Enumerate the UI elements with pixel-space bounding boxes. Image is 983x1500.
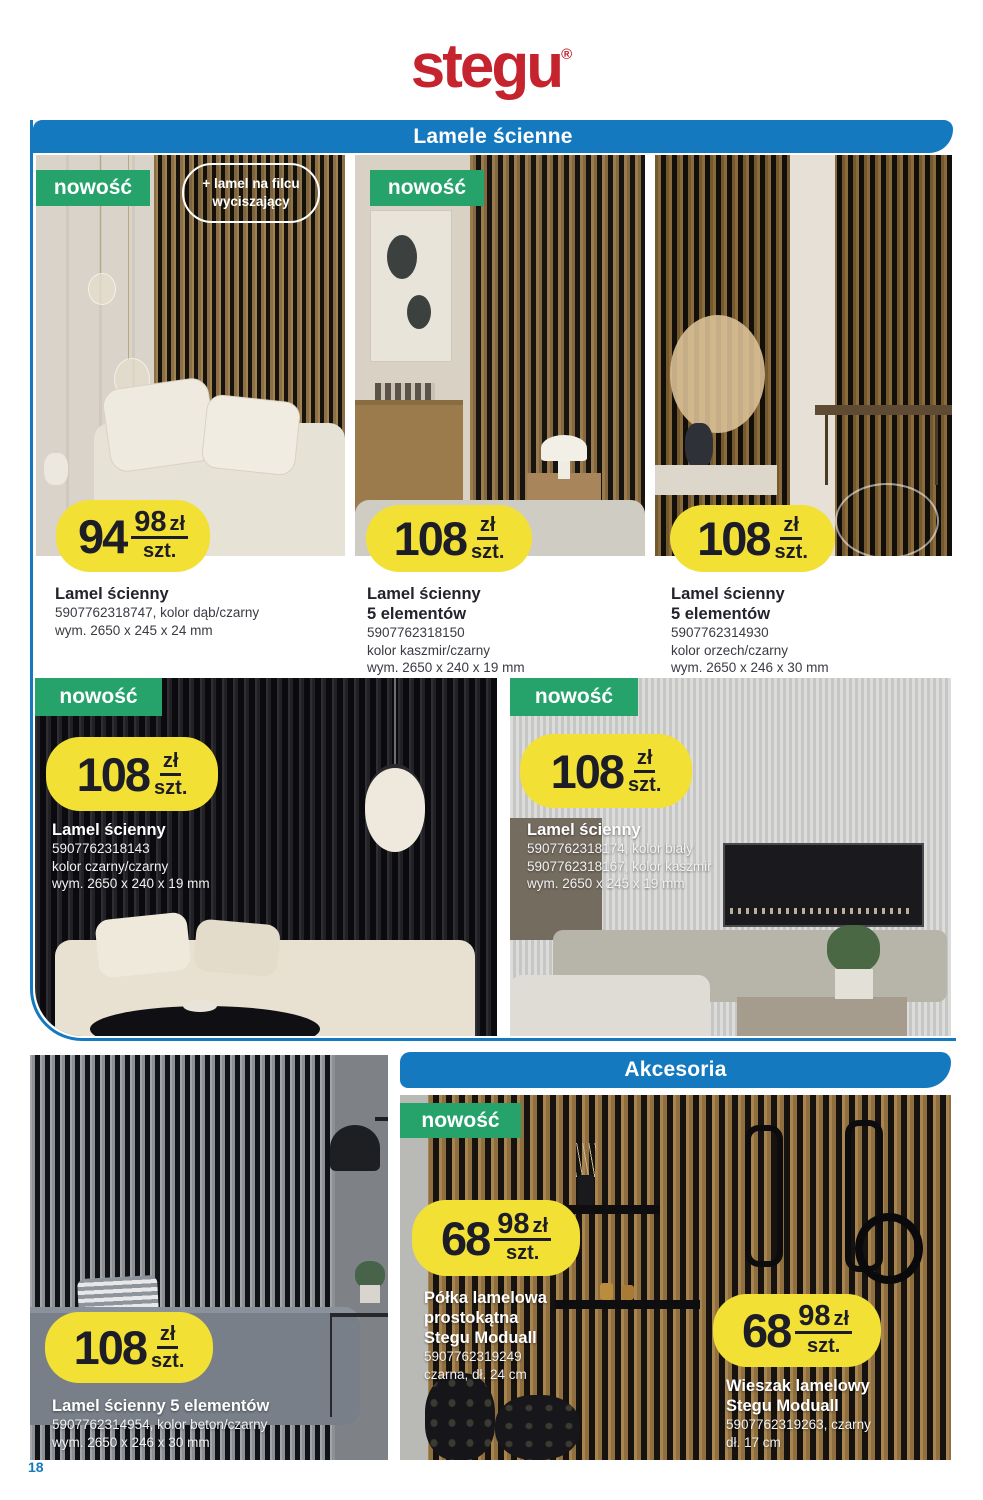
product-info <box>726 1376 936 1451</box>
product-detail: 5907762318150 <box>367 625 465 640</box>
price-currency: zł <box>169 513 186 536</box>
console-leg <box>935 415 938 485</box>
product-detail: 5907762318174, kolor biały <box>527 841 693 856</box>
price-currency: zł <box>162 749 179 772</box>
product-title: Lamel ścienny <box>52 821 166 839</box>
bench <box>655 465 777 495</box>
price-fraction <box>471 515 504 562</box>
new-badge: nowość <box>35 678 162 716</box>
product-detail: 5907762319263, czarny <box>726 1417 871 1432</box>
price-decimals: 98 <box>134 505 167 538</box>
headphones <box>855 1213 923 1284</box>
product-info <box>527 820 812 893</box>
product-info <box>55 584 340 639</box>
floor-cushion <box>510 975 710 1036</box>
price-tag <box>520 734 692 808</box>
price-fraction <box>151 1324 184 1371</box>
product-title: Lamel ścienny <box>527 821 641 839</box>
product-detail: wym. 2650 x 246 x 30 mm <box>52 1434 210 1450</box>
product-detail: wym. 2650 x 245 x 24 mm <box>55 622 213 638</box>
vase <box>685 423 713 469</box>
page-number: 18 <box>28 1459 44 1475</box>
product-title: Lamel ścienny <box>55 585 169 603</box>
product-title: Wieszak lamelowy <box>726 1377 870 1395</box>
glass-side-table <box>835 483 939 556</box>
mushroom-lamp-shade <box>541 435 587 461</box>
product-detail: 5907762319249 <box>424 1349 522 1364</box>
bowl <box>183 1000 217 1012</box>
product-detail: wym. 2650 x 240 x 19 mm <box>52 876 210 891</box>
sofa-pillow <box>200 393 301 476</box>
price-amount: 108 <box>550 744 624 798</box>
wall-lamp-arm <box>375 1117 388 1121</box>
product-detail: 5907762318747, kolor dąb/czarny <box>55 605 260 620</box>
new-badge: nowość <box>370 170 484 206</box>
price-amount: 68 <box>440 1211 490 1265</box>
art-blob <box>407 295 431 329</box>
diffuser-bottle <box>578 1175 594 1205</box>
product-detail: dł. 17 cm <box>726 1434 781 1450</box>
price-tag <box>45 1312 213 1383</box>
price-currency: zł <box>783 514 799 536</box>
price-amount: 108 <box>73 1321 147 1374</box>
books <box>375 383 435 400</box>
product-detail: 5907762314954, kolor beton/czarny <box>52 1417 268 1432</box>
product-title: Stegu Moduall <box>424 1329 537 1347</box>
console-table <box>815 405 952 415</box>
pendant-cord <box>394 678 396 766</box>
product-detail: wym. 2650 x 245 x 19 mm <box>527 876 685 891</box>
product-detail: czarna, dł. 24 cm <box>424 1366 527 1382</box>
price-fraction <box>795 1300 852 1357</box>
price-currency: zł <box>159 1323 176 1345</box>
product-title: Lamel ścienny 5 elementów <box>52 1397 270 1415</box>
plant <box>827 925 880 973</box>
product-photo-walnut-lamel <box>655 155 952 556</box>
price-amount: 68 <box>741 1304 791 1357</box>
sofa-pillow <box>101 376 219 474</box>
price-unit: szt. <box>151 1350 185 1372</box>
product-detail: kolor kaszmir/czarny <box>367 642 491 658</box>
fireplace-flames <box>730 908 913 914</box>
price-unit: szt. <box>471 541 505 563</box>
jar <box>622 1285 634 1300</box>
registered-mark-icon: ® <box>561 46 573 63</box>
art-blob <box>387 235 417 279</box>
product-detail: kolor orzech/czarny <box>671 642 789 658</box>
price-fraction <box>131 505 188 563</box>
brand-logo-text: stegu <box>410 32 562 101</box>
price-tag <box>56 500 210 572</box>
brand-logo <box>0 32 983 101</box>
product-title: Lamel ścienny <box>367 585 481 603</box>
vase <box>44 453 68 485</box>
price-amount: 94 <box>77 509 127 563</box>
price-amount: 108 <box>393 512 467 565</box>
felt-lamel-badge-text: + lamel na filcu wyciszający <box>202 175 300 209</box>
price-unit: szt. <box>154 776 188 799</box>
product-detail: 5907762318143 <box>52 841 150 856</box>
price-decimals: 98 <box>497 1207 530 1240</box>
price-tag <box>412 1200 580 1276</box>
price-fraction <box>154 751 187 798</box>
price-fraction <box>494 1207 551 1265</box>
price-decimals: 98 <box>798 1300 831 1333</box>
price-tag <box>713 1294 881 1367</box>
price-currency: zł <box>636 746 653 769</box>
felt-lamel-badge <box>182 163 320 223</box>
product-info <box>52 1396 362 1451</box>
product-title: Stegu Moduall <box>726 1397 839 1415</box>
price-tag <box>46 737 218 811</box>
new-badge: nowość <box>36 170 150 206</box>
new-badge: nowość <box>510 678 638 716</box>
price-currency: zł <box>479 514 496 536</box>
product-detail: kolor czarny/czarny <box>52 858 169 874</box>
product-title: prostokątna <box>424 1309 519 1327</box>
product-title: 5 elementów <box>367 605 467 623</box>
wall-column <box>790 155 835 556</box>
plain-wall <box>400 1095 428 1460</box>
planter <box>835 969 873 999</box>
price-fraction <box>628 748 661 795</box>
console-leg <box>825 415 828 485</box>
product-info <box>52 820 337 893</box>
lamele-section-banner: Lamele ścienne <box>33 120 953 153</box>
price-unit: szt. <box>628 773 662 796</box>
price-unit: szt. <box>774 541 808 563</box>
lantern-lamp <box>365 764 425 852</box>
price-unit: szt. <box>806 1334 841 1357</box>
product-photo-cashmere-lamel <box>355 155 645 556</box>
diffuser-sticks <box>576 1143 596 1177</box>
hanger-strap <box>745 1125 783 1267</box>
product-info <box>671 584 956 677</box>
price-amount: 108 <box>76 747 150 801</box>
price-unit: szt. <box>505 1242 540 1265</box>
product-info <box>424 1288 614 1383</box>
price-amount: 108 <box>697 512 770 565</box>
pampas-grass <box>670 315 765 433</box>
coffee-table <box>737 997 907 1036</box>
product-detail: 5907762314930 <box>671 625 769 640</box>
product-detail: wym. 2650 x 240 x 19 mm <box>367 660 525 675</box>
price-unit: szt. <box>142 540 177 563</box>
product-title: Półka lamelowa <box>424 1289 547 1307</box>
product-detail: 5907762318167, kolor kaszmir <box>527 858 712 874</box>
akcesoria-section-banner: Akcesoria <box>400 1052 951 1088</box>
wall-lamp <box>330 1125 380 1171</box>
new-badge: nowość <box>400 1103 521 1138</box>
pendant-globe <box>88 273 116 305</box>
product-title: 5 elementów <box>671 605 771 623</box>
product-title: Lamel ścienny <box>671 585 785 603</box>
price-tag <box>670 505 835 572</box>
planter <box>360 1285 380 1303</box>
price-currency: zł <box>833 1307 850 1330</box>
art-frame <box>370 210 452 362</box>
price-tag <box>366 505 532 572</box>
perforated-vase <box>495 1395 580 1460</box>
product-info <box>367 584 652 677</box>
perforated-vase <box>425 1373 495 1460</box>
product-detail: wym. 2650 x 246 x 30 mm <box>671 660 829 675</box>
price-currency: zł <box>532 1215 549 1238</box>
price-fraction <box>775 515 808 562</box>
sofa-pillow <box>193 918 281 977</box>
sofa-pillow <box>94 911 192 978</box>
